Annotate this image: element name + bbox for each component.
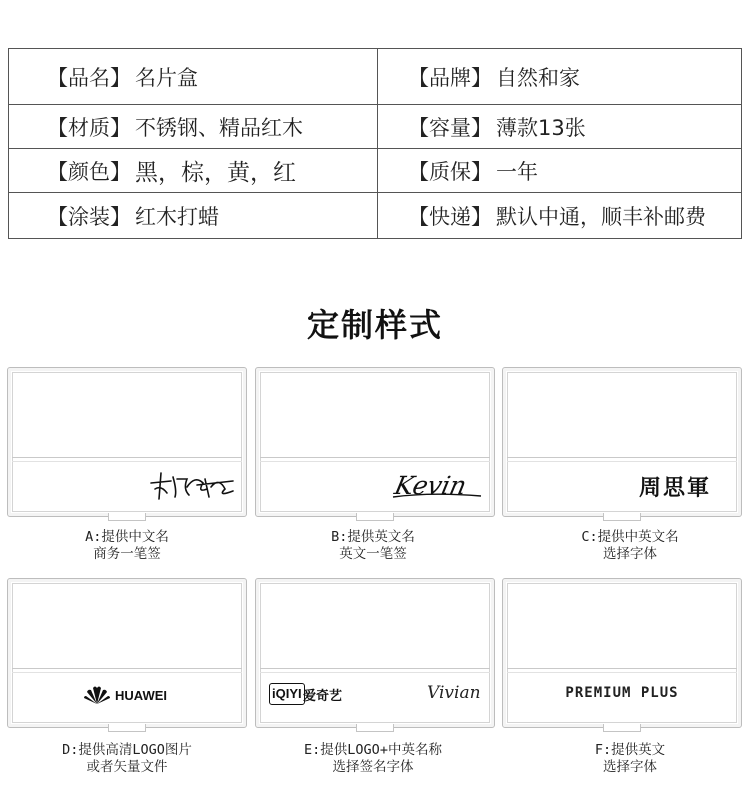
spec-value: 红木打蜡 <box>135 204 219 229</box>
spec-cell <box>47 149 296 192</box>
card-divider <box>507 457 737 458</box>
iqiyi-brand-text: 爱奇艺 <box>303 689 343 704</box>
spec-cell <box>47 105 303 148</box>
signature-underline <box>391 491 483 501</box>
caption-line: 商务一笔签 <box>93 546 161 562</box>
caption-style-c <box>505 529 750 563</box>
card-style-e <box>255 578 495 730</box>
caption-line: 或者矢量文件 <box>86 759 168 775</box>
card-divider <box>260 668 490 669</box>
chinese-font-sample: 周思軍 <box>639 475 712 501</box>
section-title: 定制样式 <box>306 306 443 344</box>
card-divider <box>260 457 490 458</box>
card-tab <box>356 724 394 732</box>
caption-style-f <box>505 742 750 776</box>
card-divider <box>507 668 737 669</box>
caption-style-a <box>2 529 252 563</box>
spec-value: 一年 <box>496 159 538 184</box>
caption-line: C:提供中英文名 <box>581 529 679 545</box>
card-divider <box>12 457 242 458</box>
spec-cell <box>408 49 580 104</box>
caption-line: F:提供英文 <box>594 742 666 758</box>
card-divider <box>12 461 242 462</box>
spec-cell <box>47 193 219 238</box>
caption-style-b <box>248 529 498 563</box>
spec-cell <box>47 49 198 104</box>
card-style-d <box>7 578 247 730</box>
spec-key: 【快递】 <box>408 204 492 229</box>
caption-line: E:提供LOGO+中英名称 <box>304 742 442 758</box>
card-tab <box>108 513 146 521</box>
caption-style-e <box>248 742 498 776</box>
spec-value: 黑，棕，黄，红 <box>135 160 296 186</box>
caption-line: 选择签名字体 <box>332 759 414 775</box>
chinese-signature-image <box>147 467 237 503</box>
huawei-logo-icon <box>83 684 111 706</box>
spec-value: 不锈钢、精品红木 <box>135 115 303 140</box>
card-tab <box>603 724 641 732</box>
spec-row <box>9 104 741 148</box>
spec-cell <box>408 149 538 192</box>
card-tab <box>356 513 394 521</box>
card-divider <box>260 461 490 462</box>
spec-key: 【涂装】 <box>47 204 131 229</box>
english-font-sample: PREMIUM PLUS <box>565 685 679 701</box>
card-divider <box>507 461 737 462</box>
card-inner-frame <box>507 583 737 723</box>
spec-key: 【材质】 <box>47 115 131 140</box>
card-style-a <box>7 367 247 519</box>
card-divider <box>507 672 737 673</box>
card-tab <box>108 724 146 732</box>
card-divider <box>260 672 490 673</box>
caption-line: A:提供中文名 <box>85 529 169 545</box>
card-divider <box>12 668 242 669</box>
spec-table <box>8 48 742 239</box>
english-name-sample: Vivian <box>427 683 481 703</box>
card-style-c <box>502 367 742 519</box>
spec-key: 【质保】 <box>408 159 492 184</box>
english-signature-sample: Kevin <box>391 471 470 500</box>
card-tab <box>603 513 641 521</box>
huawei-logo-text: HUAWEI <box>115 688 167 703</box>
spec-key: 【颜色】 <box>47 159 131 184</box>
spec-cell <box>408 105 586 148</box>
caption-line: 选择字体 <box>603 759 657 775</box>
caption-line: 英文一笔签 <box>339 546 407 562</box>
spec-cell <box>408 193 706 238</box>
caption-line: B:提供英文名 <box>331 529 415 545</box>
spec-value: 名片盒 <box>135 65 198 90</box>
spec-row <box>9 49 741 104</box>
spec-value: 默认中通，顺丰补邮费 <box>496 204 706 229</box>
spec-divider <box>377 49 378 238</box>
spec-row <box>9 148 741 192</box>
iqiyi-logo: iQIYI <box>269 683 305 705</box>
spec-key: 【品名】 <box>47 65 131 90</box>
caption-style-d <box>2 742 252 776</box>
card-style-b <box>255 367 495 519</box>
spec-row <box>9 192 741 238</box>
spec-value: 薄款13张 <box>496 115 586 140</box>
spec-key: 【品牌】 <box>408 65 492 90</box>
card-divider <box>12 672 242 673</box>
spec-value: 自然和家 <box>496 65 580 90</box>
caption-line: D:提供高清LOGO图片 <box>62 742 192 758</box>
caption-line: 选择字体 <box>603 546 657 562</box>
spec-key: 【容量】 <box>408 115 492 140</box>
card-style-f <box>502 578 742 730</box>
